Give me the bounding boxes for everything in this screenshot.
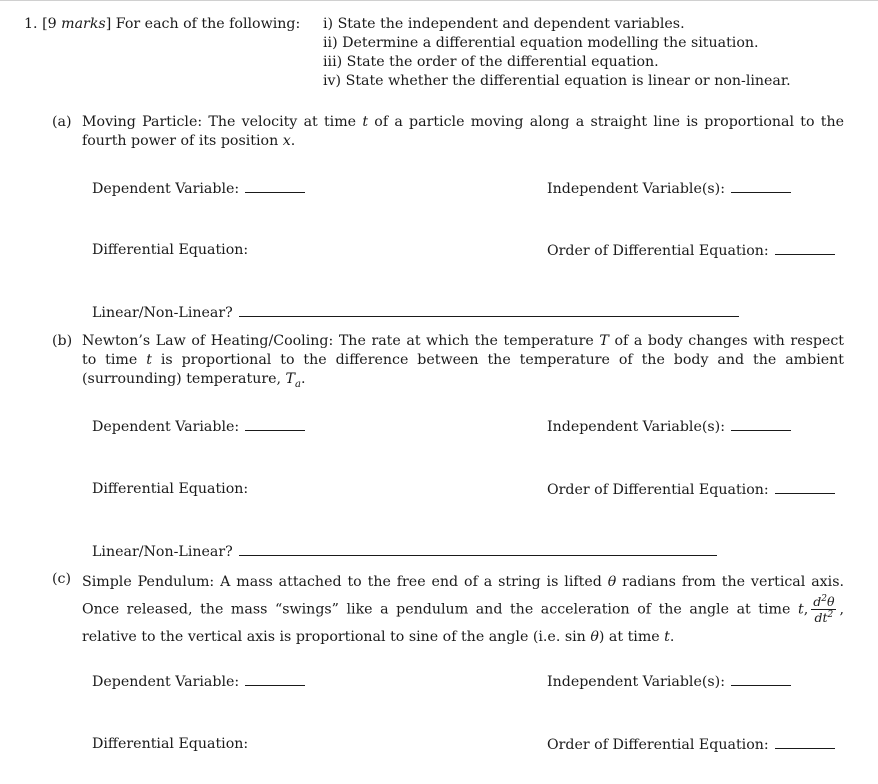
marks: [9 marks] (42, 16, 112, 32)
part-c-independent-field: Independent Variable(s): (547, 672, 791, 692)
question-header (24, 15, 300, 34)
part-c-order-field: Order of Differential Equation: (547, 735, 835, 755)
part-b-statement: Newton’s Law of Heating/Cooling: The rate at which the temperature T of a body changes with respect to time t is proportional to the difference between the temperature of the body and the ambient (surrounding) temperature, $T_a$. (82, 333, 845, 390)
instruction-list (323, 15, 791, 91)
answer-blank[interactable] (731, 672, 791, 686)
part-a-label: (a) (52, 114, 72, 130)
part-c-statement: Simple Pendulum: A mass attached to the free end of a string is lifted θ radians from the vertical axis. Once released, the mass “swings” like a pendulum and the acceleration of the angle at time t, $\frac{d^2\theta}{dt^2}$ , relative to the vertical axis is proportional to sine of the angle (i.e. sin θ) at time t. (82, 574, 844, 645)
part-a-linear-field: Linear/Non-Linear? (92, 303, 739, 323)
part-b-linear-field: Linear/Non-Linear? (92, 542, 717, 562)
answer-blank[interactable] (239, 303, 739, 317)
answer-blank[interactable] (245, 417, 305, 431)
instruction-item: ii) Determine a differential equation modelling the situation. (323, 35, 759, 51)
answer-blank[interactable] (731, 179, 791, 193)
part-a-independent-field: Independent Variable(s): (547, 179, 791, 199)
question-prompt: For each of the following: (115, 16, 301, 32)
instruction-item: iii) State the order of the differential equation. (323, 54, 659, 70)
part-a-dependent-field: Dependent Variable: (92, 179, 305, 199)
answer-blank[interactable] (245, 179, 305, 193)
top-rule (0, 0, 878, 1)
part-a-diffeq-field: Differential Equation: (92, 242, 249, 258)
answer-blank[interactable] (775, 735, 835, 749)
part-b-dependent-field: Dependent Variable: (92, 417, 305, 437)
part-a-statement: Moving Particle: The velocity at time t of a particle moving along a straight line is proportional to the fourth power of its position x. (82, 114, 844, 149)
part-b-label: (b) (52, 333, 73, 349)
answer-blank[interactable] (775, 480, 835, 494)
answer-blank[interactable] (775, 241, 835, 255)
answer-blank[interactable] (731, 417, 791, 431)
instruction-item: i) State the independent and dependent variables. (323, 16, 685, 32)
part-b-independent-field: Independent Variable(s): (547, 417, 791, 437)
instruction-item: iv) State whether the differential equation is linear or non-linear. (323, 73, 791, 89)
part-c-diffeq-field: Differential Equation: (92, 736, 249, 752)
question-number: 1. (24, 16, 38, 32)
part-c-label: (c) (52, 571, 72, 587)
part-a-order-field: Order of Differential Equation: (547, 241, 835, 261)
part-b-order-field: Order of Differential Equation: (547, 480, 835, 500)
answer-blank[interactable] (239, 542, 717, 556)
part-b-diffeq-field: Differential Equation: (92, 481, 249, 497)
part-c-dependent-field: Dependent Variable: (92, 672, 305, 692)
answer-blank[interactable] (245, 672, 305, 686)
second-derivative-fraction: $\frac{d^2\theta}{dt^2}$ (813, 593, 835, 625)
